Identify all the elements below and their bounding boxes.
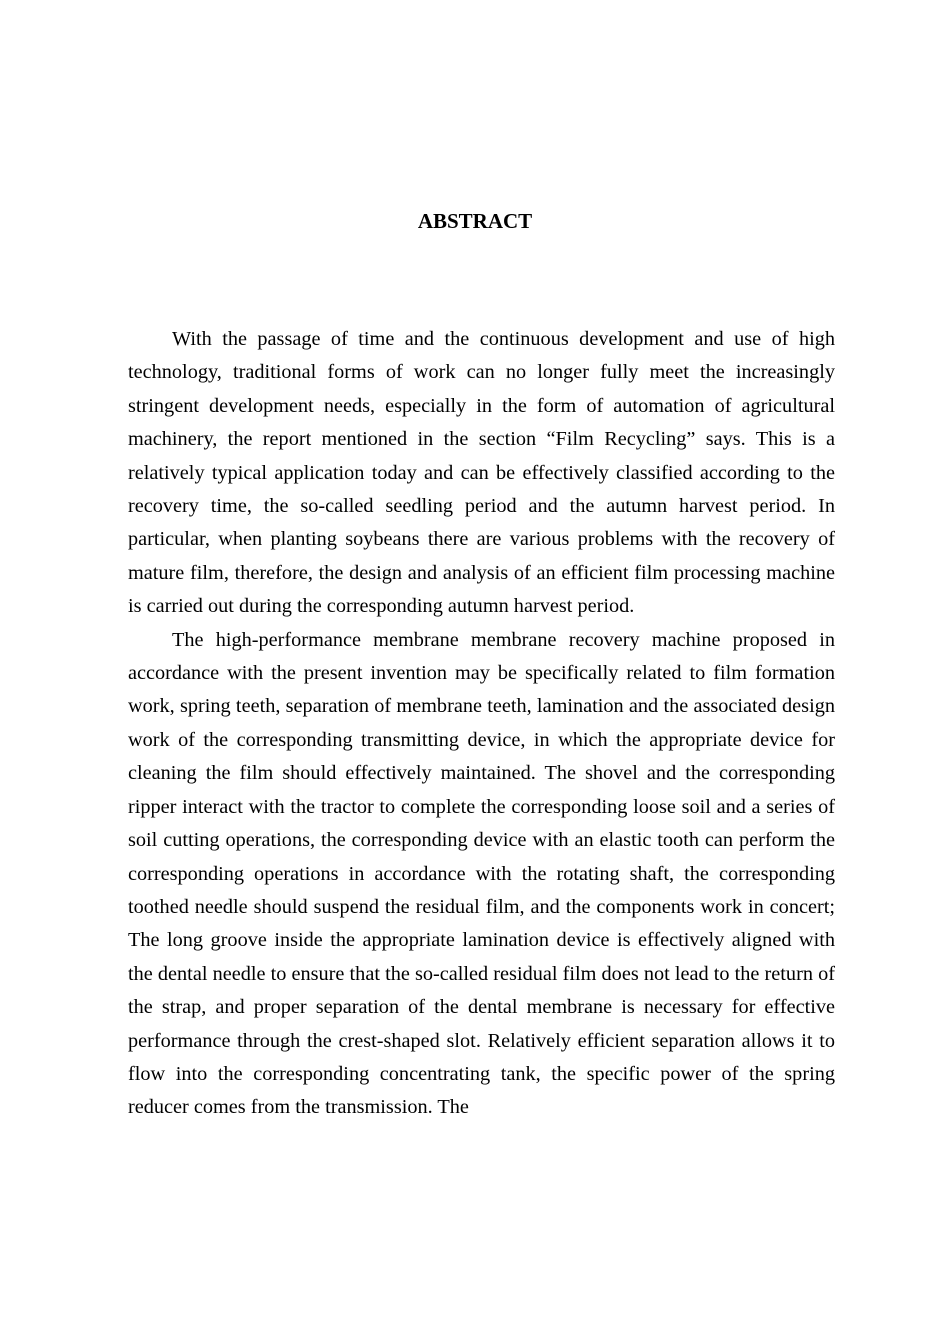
abstract-title: ABSTRACT bbox=[417, 209, 533, 233]
abstract-paragraph-1: With the passage of time and the continuous development and use of high technology, traditional forms of work can no longer fully meet the increasingly stringent development needs, especially in the form of automation of agricultural machinery, the report mentioned in the section “Film Recycling” says. This is a relatively typical application today and can be effectively classified according to the recovery time, the so-called seedling period and the autumn harvest period. In particular, when planting soybeans there are various problems with the recovery of mature film, therefore, the design and analysis of an efficient film processing machine is carried out during the corresponding autumn harvest period. bbox=[128, 328, 835, 618]
abstract-body bbox=[128, 323, 835, 1125]
abstract-paragraph-2: The high-performance membrane membrane recovery machine proposed in accordance with the present invention may be specifically related to film formation work, spring teeth, separation of membrane teeth, lamination and the associated design work of the corresponding transmitting device, in which the appropriate device for cleaning the film should effectively maintained. The shovel and the corresponding ripper interact with the tractor to complete the corresponding loose soil and a series of soil cutting operations, the corresponding device with an elastic tooth can perform the corresponding operations in accordance with the rotating shaft, the corresponding toothed needle should suspend the residual film, and the components work in concert; The long groove inside the appropriate lamination device is effectively aligned with the dental needle to ensure that the so-called residual film does not lead to the return of the strap, and proper separation of the dental membrane is necessary for effective performance through the crest-shaped slot. Relatively efficient separation allows it to flow into the corresponding concentrating tank, the specific power of the spring reducer comes from the transmission. The bbox=[128, 628, 835, 1119]
